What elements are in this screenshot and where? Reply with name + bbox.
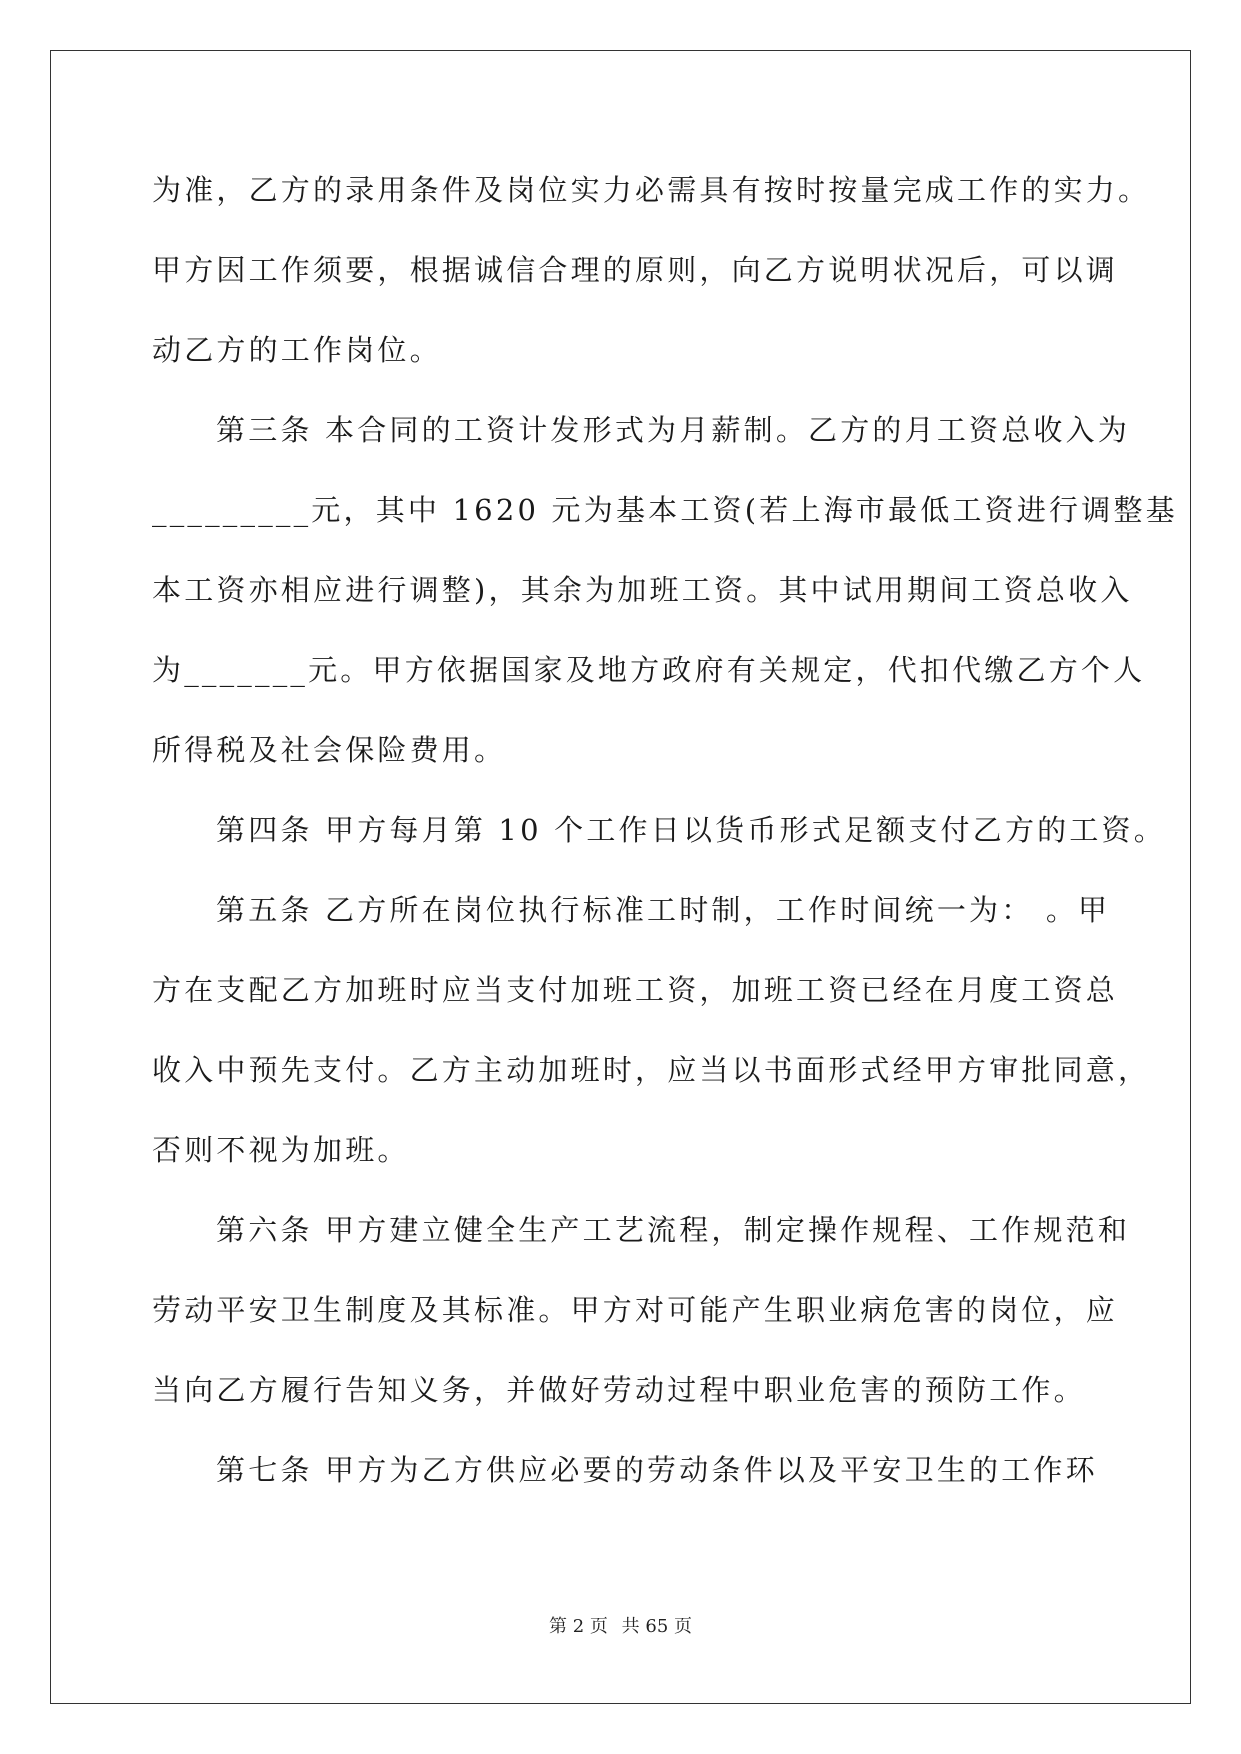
article-3-line: 第三条 本合同的工资计发形式为月薪制。乙方的月工资总收入为 <box>216 413 1131 447</box>
article-4-line: 第四条 甲方每月第 10 个工作日以货币形式足额支付乙方的工资。 <box>216 813 1166 847</box>
article-5-line: 第五条 乙方所在岗位执行标准工时制，工作时间统一为： 。甲 <box>216 893 1111 927</box>
page-number: 第 2 页 <box>549 1616 608 1637</box>
text-line: 为准，乙方的录用条件及岗位实力必需具有按时按量完成工作的实力。 <box>152 173 1151 207</box>
text-line: _________元，其中 1620 元为基本工资(若上海市最低工资进行调整基 <box>152 493 1178 527</box>
document-body <box>152 150 1178 1510</box>
page-total: 共 65 页 <box>621 1616 692 1637</box>
article-7-line: 第七条 甲方为乙方供应必要的劳动条件以及平安卫生的工作环 <box>216 1453 1098 1487</box>
text-line: 否则不视为加班。 <box>152 1133 410 1167</box>
text-line: 收入中预先支付。乙方主动加班时，应当以书面形式经甲方审批同意， <box>152 1053 1151 1087</box>
text-line: 方在支配乙方加班时应当支付加班工资，加班工资已经在月度工资总 <box>152 973 1119 1007</box>
text-line: 当向乙方履行告知义务，并做好劳动过程中职业危害的预防工作。 <box>152 1373 1086 1407</box>
article-6-line: 第六条 甲方建立健全生产工艺流程，制定操作规程、工作规范和 <box>216 1213 1131 1247</box>
text-line: 为_______元。甲方依据国家及地方政府有关规定，代扣代缴乙方个人 <box>152 653 1146 687</box>
text-line: 甲方因工作须要，根据诚信合理的原则，向乙方说明状况后，可以调 <box>152 253 1119 287</box>
text-line: 本工资亦相应进行调整)，其余为加班工资。其中试用期间工资总收入 <box>152 573 1133 607</box>
text-line: 动乙方的工作岗位。 <box>152 333 442 367</box>
text-line: 所得税及社会保险费用。 <box>152 733 507 767</box>
text-line: 劳动平安卫生制度及其标准。甲方对可能产生职业病危害的岗位，应 <box>152 1293 1119 1327</box>
page-footer <box>0 1612 1241 1638</box>
